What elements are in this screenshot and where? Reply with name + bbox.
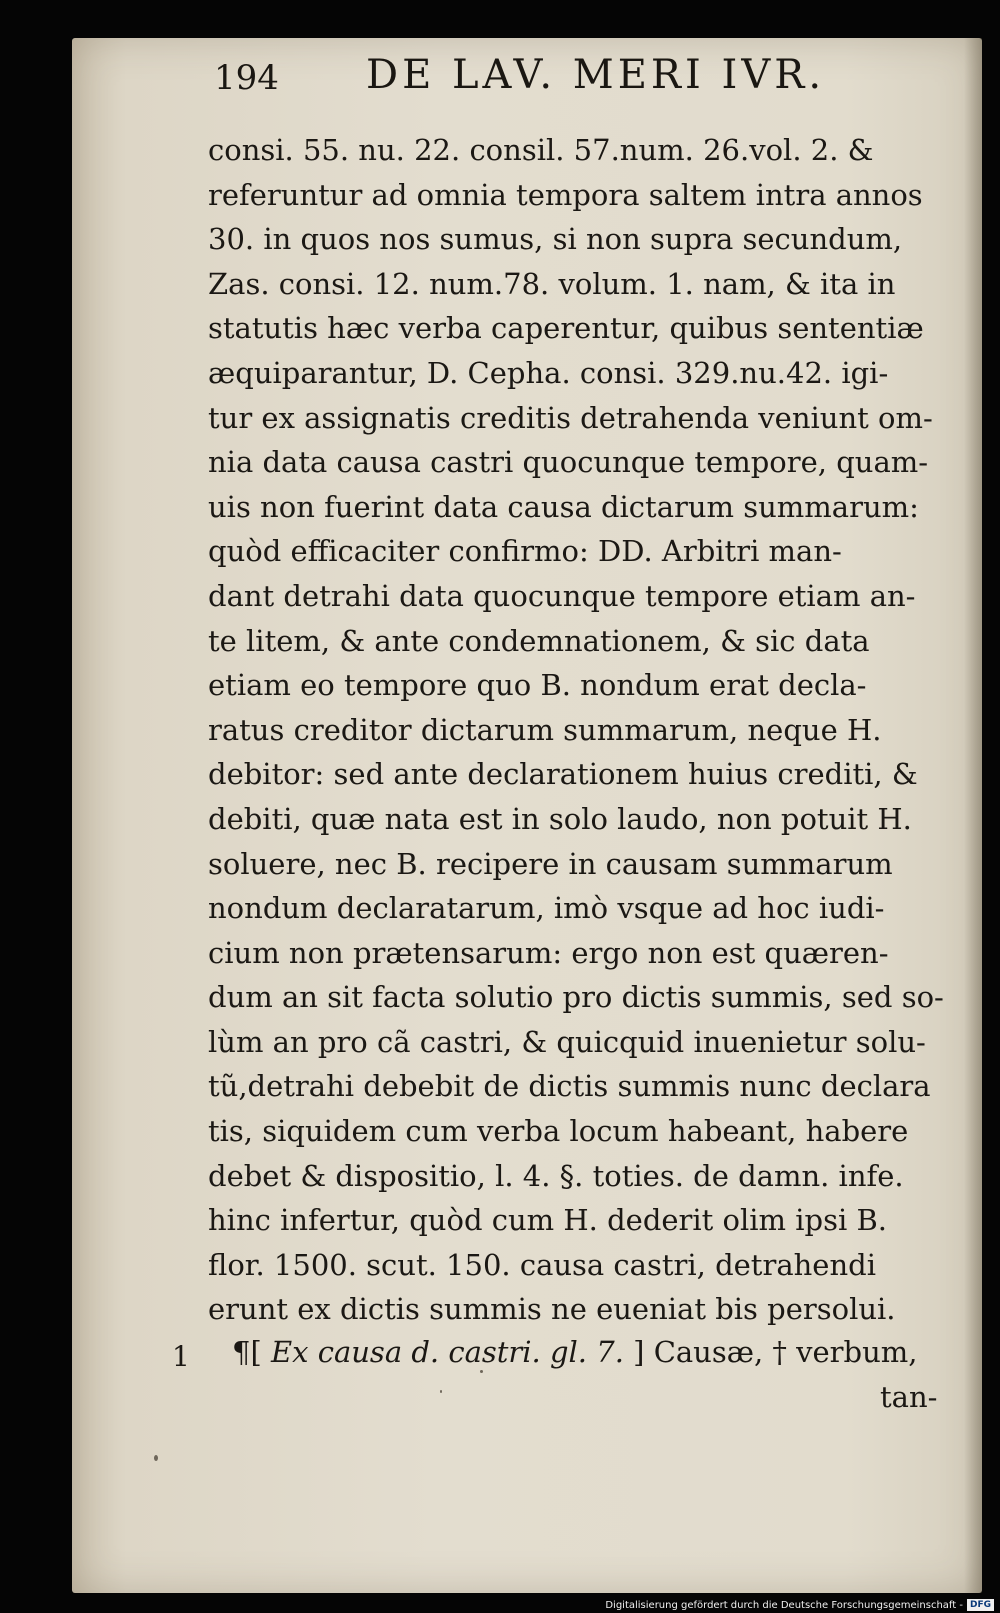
text-line: tũ,detrahi debebit de dictis summis nunc declara [208, 1069, 931, 1104]
pilcrow-bracket: ¶[ [232, 1335, 262, 1369]
text-line: tur ex assignatis creditis detrahenda veniunt om- [208, 400, 933, 435]
text-line: erunt ex dictis summis ne eueniat bis persolui. [208, 1292, 896, 1327]
text-line: quòd efficaciter confirmo: DD. Arbitri man- [208, 534, 842, 569]
text-line: cium non prætensarum: ergo non est quæren- [208, 935, 889, 970]
text-line: debet & dispositio, l. 4. §. toties. de damn. infe. [208, 1158, 904, 1193]
text-line: consi. 55. nu. 22. consil. 57.num. 26.vol. 2. & [208, 133, 874, 167]
running-head [138, 52, 938, 112]
text-line: ratus creditor dictarum summarum, neque H. [208, 712, 882, 747]
text-line: referuntur ad omnia tempora saltem intra annos [208, 177, 923, 212]
annotation-line [232, 1335, 952, 1369]
text-line: flor. 1500. scut. 150. causa castri, detrahendi [208, 1247, 876, 1282]
closing-bracket: ] [633, 1335, 645, 1369]
running-head-title: DE LAV. MERI IVR. [366, 52, 826, 98]
dfg-logo-icon: DFG [967, 1599, 994, 1611]
text-line: hinc infertur, quòd cum H. dederit olim ipsi B. [208, 1203, 888, 1238]
text-line: Zas. consi. 12. num.78. volum. 1. nam, & ita in [208, 266, 896, 301]
text-line: debiti, quæ nata est in solo laudo, non potuit H. [208, 801, 912, 836]
text-line: æquiparantur, D. Cepha. consi. 329.nu.42. igi- [208, 355, 889, 390]
annotation-citation: Ex causa d. castri. gl. 7. [270, 1335, 624, 1369]
paper-speck [480, 1370, 483, 1373]
page-edge-shadow [964, 38, 982, 1593]
text-line: debitor: sed ante declarationem huius crediti, & [208, 757, 918, 792]
text-line: nondum declaratarum, imò vsque ad hoc iudi- [208, 891, 885, 926]
catchword: tan- [880, 1380, 938, 1414]
page-number: 194 [214, 58, 279, 98]
paper-speck [440, 1390, 442, 1393]
text-line: dum an sit facta solutio pro dictis summis, sed so- [208, 980, 944, 1015]
digitization-credit [605, 1599, 994, 1611]
credit-text: Digitalisierung gefördert durch die Deutsche Forschungsgemeinschaft - [605, 1599, 963, 1611]
text-line: te litem, & ante condemnationem, & sic data [208, 623, 870, 658]
text-line: lùm an pro cã castri, & quicquid inuenietur solu- [208, 1024, 926, 1059]
annotation-text: Causæ, † verbum, [653, 1335, 918, 1369]
text-line: soluere, nec B. recipere in causam summarum [208, 846, 893, 881]
text-line: 30. in quos nos sumus, si non supra secundum, [208, 222, 903, 257]
body-text [208, 128, 953, 1332]
paper-speck [154, 1455, 158, 1461]
text-line: nia data causa castri quocunque tempore, quam- [208, 445, 929, 480]
text-line: uis non fuerint data causa dictarum summarum: [208, 489, 919, 524]
marginal-note-number: 1 [172, 1340, 190, 1373]
text-line: etiam eo tempore quo B. nondum erat decla- [208, 668, 867, 703]
text-line: dant detrahi data quocunque tempore etiam an- [208, 578, 916, 613]
text-line: statutis hæc verba caperentur, quibus sententiæ [208, 311, 924, 346]
text-line: tis, siquidem cum verba locum habeant, habere [208, 1114, 909, 1149]
